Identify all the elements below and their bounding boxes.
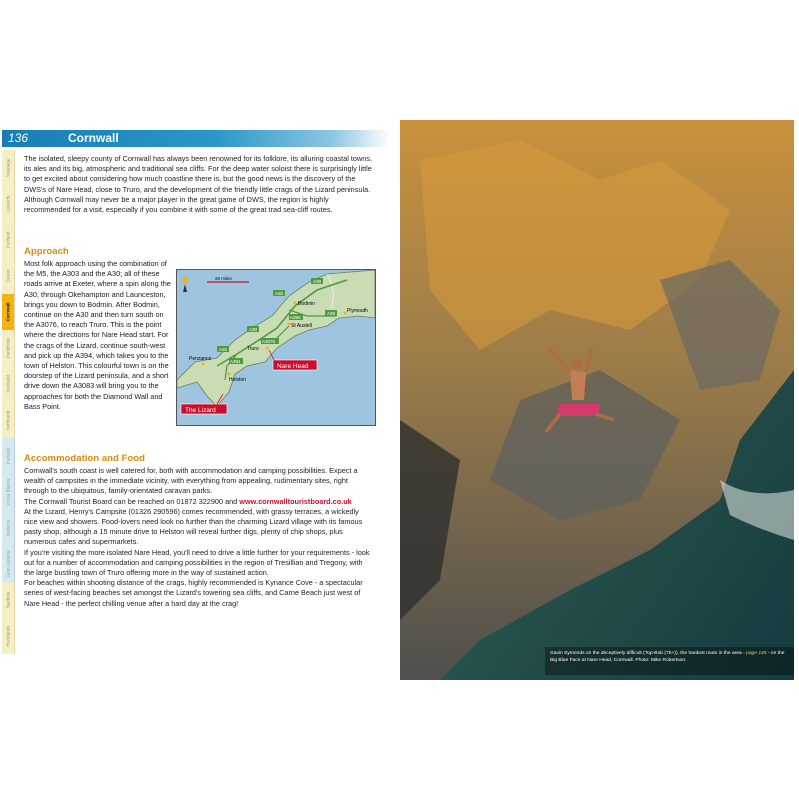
nare-head-label: Nare Head bbox=[277, 363, 309, 370]
town-truro: Truro bbox=[247, 346, 259, 352]
page-reference-link[interactable]: page 145 bbox=[746, 651, 767, 656]
left-page bbox=[0, 0, 392, 800]
compass-icon bbox=[182, 277, 188, 292]
side-tab-devon[interactable]: Devon bbox=[2, 258, 15, 294]
side-tab-mallorca[interactable]: Mallorca bbox=[2, 510, 15, 546]
approach-heading: Approach bbox=[24, 246, 69, 257]
town-plymouth: Plymouth bbox=[347, 308, 368, 314]
side-tab-rocklands[interactable]: Rocklands bbox=[2, 618, 15, 654]
road-label-a394: A394 bbox=[230, 359, 241, 364]
side-tab-lulworth[interactable]: Lulworth bbox=[2, 186, 15, 222]
the-lizard-label: The Lizard bbox=[185, 407, 216, 414]
photo-graphic bbox=[400, 120, 794, 680]
side-tabs bbox=[2, 150, 15, 654]
side-tab-pembroke[interactable]: Pembroke bbox=[2, 330, 15, 366]
intro-paragraph: The isolated, sleepy county of Cornwall has always been renowned for its folklore, its alluring coastal towns, its ales and its big, atmospheric and traditional sea cliffs. For the deep water soloist there is surprisingly little to get excited about considering how much coastline there is, but the good news is the discovery of the DWS's of Nare Head, close to Truro, and the development of the friendly little crags of the Lizard peninsula. Although Cornwall may never be a major player in the great game of DWS, the region is highly recommended for a visit, especially if you combine it with some of the great trad sea-cliff routes. bbox=[24, 154, 372, 215]
road-label-a30-west: A30 bbox=[249, 327, 258, 332]
road-label-a30-far: A30 bbox=[219, 347, 228, 352]
photo-caption: Gavin Symonds on the deceptively difficult (Top-Bob (7b+)), the hardest route in the area - page 145 - on the Big Blue Face at Nare Head, Cornwall. Photo: Mike Robertson. bbox=[550, 651, 785, 663]
side-tab-portugal[interactable]: Portugal bbox=[2, 438, 15, 474]
town-penzance: Penzance bbox=[189, 356, 212, 362]
location-map bbox=[176, 269, 376, 426]
scale-label: 20 miles bbox=[215, 276, 232, 281]
road-label-a30: A30 bbox=[275, 291, 284, 296]
side-tab-portland[interactable]: Portland bbox=[2, 222, 15, 258]
chapter-title: Cornwall bbox=[68, 131, 119, 145]
town-helston: Helston bbox=[229, 377, 246, 383]
side-tab-costa-blanca[interactable]: Costa Blanca bbox=[2, 474, 15, 510]
side-tab-northumb[interactable]: Northumb. bbox=[2, 402, 15, 438]
accommodation-section: Cornwall's south coast is well catered for, both with accommodation and camping possibilities. Expect a wealth of campsites in the immediate vicinity, with everything from appealing, rudimentary sites, right through to the ubiquitous, family-orientated caravan parks. The Cornwall Tourist Board can be reached on 01872 322900 and www.cornwalltouristboard.co.uk At the Lizard, Henry's Campsite (01326 290596) comes recommended, with grassy terraces, a wickedly nice view and showers. Food-lovers need look no further than the charming Lizard village with its famous pasty shop, although a 15 minute drive to Helston will reveal further digs, plenty of chip shops, plus numerous cafes and supermarkets. If you're visiting the more isolated Nare Head, you'll need to drive a little further for your requirements - look out for a number of accommodation and camping possibilities in the region of Tresillian and Tregony, with the large bustling town of Truro offering more in the way of sustained action. For beaches within shooting distance of the crags, highly recommended is Kynance Cove - a spectacular series of west-facing beaches set amongst the Lizard's towering sea cliffs, and Carne Beach just west of Nare Head - the perfect chilling venue after a hard day at the crag! bbox=[24, 466, 370, 608]
side-tab-gran-canaria[interactable]: Gran Canaria bbox=[2, 546, 15, 582]
road-label-a3076: A3076 bbox=[262, 339, 276, 344]
side-tab-cornwall[interactable]: Cornwall bbox=[2, 294, 15, 330]
side-tab-scotland[interactable]: Scotland bbox=[2, 366, 15, 402]
chapter-header bbox=[2, 130, 390, 147]
town-bodmin: Bodmin bbox=[298, 301, 315, 307]
road-label-a39: A39 bbox=[313, 279, 322, 284]
road-label-a390: A390 bbox=[290, 315, 301, 320]
approach-paragraph: Most folk approach using the combination of the M5, the A303 and the A30; all of these roads arrive at Exeter, where a spin along the A30, through Okehampton and Launceston, brings you down to Bodmin. After Bodmin, continue on the A30 and then turn south on the A3076, to reach Truro. This is the point where the directions for Nare Head start. For the crags of the Lizard, continue south-west and pick up the A394, which takes you to the town of Helston. This colourful town is on the doorstep of the Lizard peninsula, and a short drive down the A3083 will bring you to the approaches for both the Diamond Wall and Bass Point. bbox=[24, 259, 171, 411]
side-tab-sardinia[interactable]: Sardinia bbox=[2, 582, 15, 618]
page-number: 136 bbox=[8, 131, 29, 145]
map-graphic bbox=[177, 270, 375, 425]
climbing-photo bbox=[400, 120, 794, 680]
town-st-austell: St Austell bbox=[291, 323, 312, 329]
road-label-a38: A38 bbox=[327, 311, 336, 316]
tourist-board-link[interactable]: www.cornwalltouristboard.co.uk bbox=[239, 496, 352, 506]
accommodation-heading: Accommodation and Food bbox=[24, 453, 145, 464]
side-tab-swanage[interactable]: Swanage bbox=[2, 150, 15, 186]
